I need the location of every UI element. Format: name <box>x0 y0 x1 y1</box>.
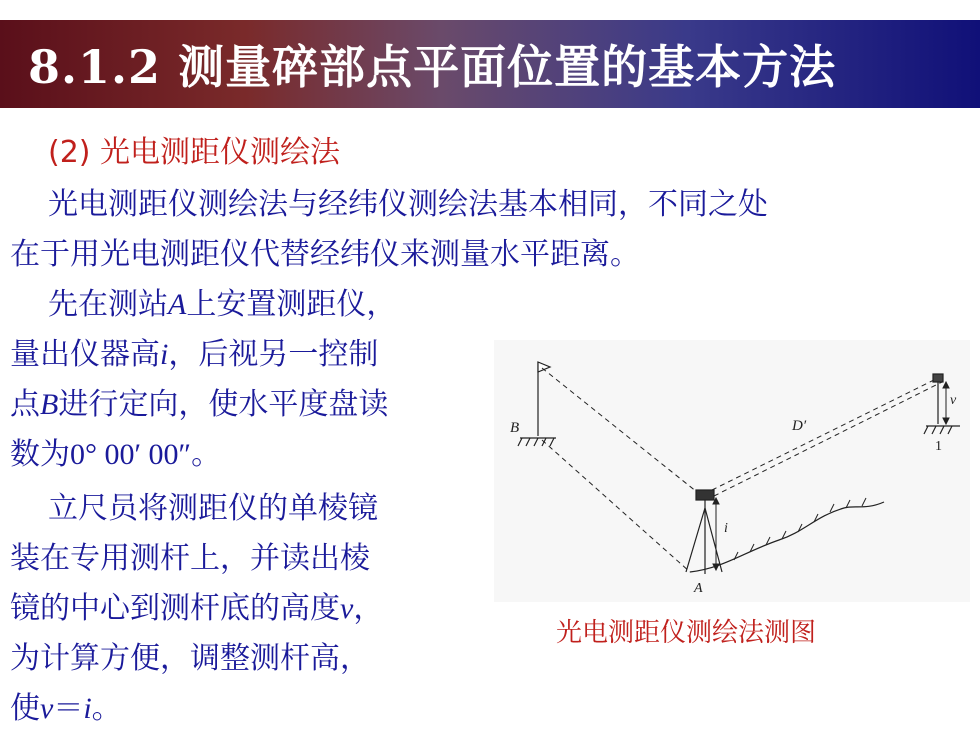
para2-line4-a: 数为 <box>10 437 70 472</box>
var-i-eq: i <box>83 692 92 725</box>
para2-line2-a: 量出仪器高 <box>10 337 160 372</box>
distance-line-lower <box>714 382 942 496</box>
sight-line-B <box>542 368 702 496</box>
para2-line3-a: 点 <box>10 387 40 422</box>
var-v-eq: v <box>40 692 54 725</box>
label-v: v <box>950 393 957 408</box>
para2-line4 <box>10 430 221 480</box>
para2-line4-b: 。 <box>191 437 222 472</box>
equals-sign: ＝ <box>53 691 84 726</box>
para1-line2: 在于用光电测距仪代替经纬仪来测量水平距离。 <box>10 237 640 272</box>
section-subtitle: (2) 光电测距仪测绘法 <box>48 135 341 170</box>
para3-line4: 为计算方便，调整测杆高， <box>10 641 370 676</box>
survey-figure <box>494 340 970 602</box>
para3-line5-a: 使 <box>10 691 40 726</box>
distance-line-upper <box>712 376 942 490</box>
figure-caption: 光电测距仪测绘法测图 <box>556 618 817 648</box>
para3-line5 <box>10 684 122 734</box>
ground-line-BA <box>542 440 690 572</box>
survey-diagram-svg <box>494 340 970 602</box>
title-bar <box>0 20 980 108</box>
para3-line5-b: 。 <box>91 691 122 726</box>
para2-line2-b: ，后视另一控制 <box>168 337 379 372</box>
angle-value: 0° 00′ 00″ <box>70 438 192 471</box>
para2-line1 <box>48 280 396 330</box>
para2-line3-b: 进行定向，使水平度盘读 <box>58 387 389 422</box>
label-B: B <box>510 420 520 436</box>
para3-line3-b: ， <box>353 591 384 626</box>
para3-line3 <box>10 584 383 634</box>
para2-line3 <box>10 380 388 430</box>
para3-line3-a: 镜的中心到测杆底的高度 <box>10 591 340 626</box>
height-v-arrow <box>943 382 949 424</box>
para3-line1: 立尺员将测距仪的单棱镜 <box>48 491 378 526</box>
label-i: i <box>724 521 728 536</box>
para1-line1: 光电测距仪测绘法与经纬仪测绘法基本相同，不同之处 <box>48 187 768 222</box>
para2-line1-a: 先在测站 <box>48 287 168 322</box>
var-B: B <box>40 388 59 421</box>
label-A: A <box>694 581 703 596</box>
label-1: 1 <box>935 439 942 454</box>
var-A: A <box>168 288 187 321</box>
para3-line2: 装在专用测杆上，并读出棱 <box>10 541 370 576</box>
var-i: i <box>160 338 169 371</box>
para2-line2 <box>10 330 378 380</box>
label-D: D′ <box>792 418 807 434</box>
page-title: 8.1.2 测量碎部点平面位置的基本方法 <box>28 40 837 94</box>
para2-line1-b: 上安置测距仪， <box>186 287 397 322</box>
var-v: v <box>340 592 354 625</box>
